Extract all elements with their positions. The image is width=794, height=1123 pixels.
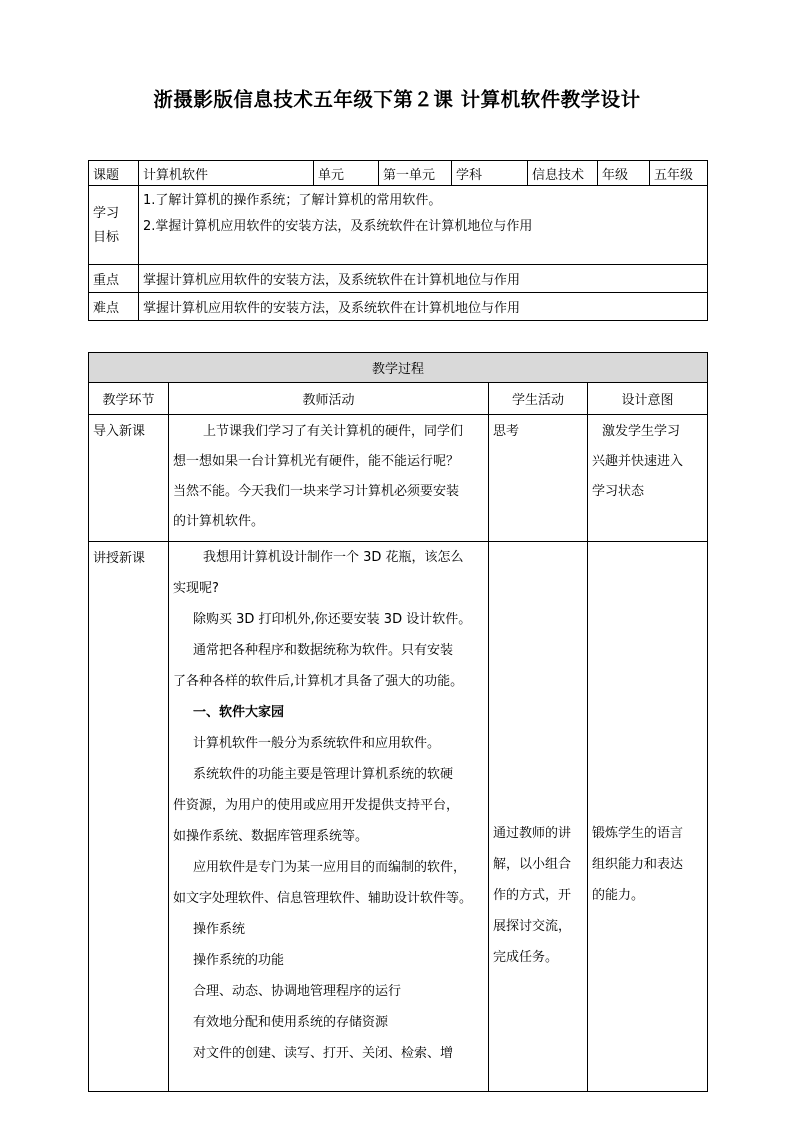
unit-label: 单元 xyxy=(314,161,379,186)
teacher-line: 对文件的创建、读写、打开、关闭、检索、增 xyxy=(193,1046,454,1061)
intent-line: 组织能力和表达 xyxy=(592,857,684,872)
difficulty-label: 难点 xyxy=(89,293,139,321)
teacher-line: 的计算机软件。 xyxy=(173,514,265,529)
teacher-line: 实现呢? xyxy=(173,581,219,596)
difficulty-text: 掌握计算机应用软件的安装方法，及系统软件在计算机地位与作用 xyxy=(139,293,708,321)
student-activity-cell: 思考 xyxy=(489,415,588,542)
student-line: 展探讨交流， xyxy=(493,919,572,934)
stage-cell: 讲授新课 xyxy=(89,542,169,1092)
intent-line: 的能力。 xyxy=(592,888,645,903)
teacher-line: 如操作系统、数据库管理系统等。 xyxy=(173,829,369,844)
table-row xyxy=(89,542,708,1092)
teacher-line: 件资源，为用户的使用或应用开发提供支持平台， xyxy=(173,798,460,813)
teaching-process-table xyxy=(88,352,708,1092)
intent-line: 兴趣并快速进入 xyxy=(592,454,684,469)
teacher-line: 系统软件的功能主要是管理计算机系统的软硬 xyxy=(193,767,454,782)
teacher-line: 当然不能。今天我们一块来学习计算机必须要安装 xyxy=(173,484,460,499)
col-stage-header: 教学环节 xyxy=(89,383,169,415)
key-point-text: 掌握计算机应用软件的安装方法，及系统软件在计算机地位与作用 xyxy=(139,265,708,293)
col-intent-header: 设计意图 xyxy=(588,383,708,415)
teacher-line: 我想用计算机设计制作一个 3D 花瓶，该怎么 xyxy=(203,550,464,565)
student-line: 完成任务。 xyxy=(493,950,559,965)
table-row xyxy=(89,415,708,542)
objectives-content xyxy=(139,186,708,265)
teacher-line: 了各种各样的软件后,计算机才具备了强大的功能。 xyxy=(173,674,464,689)
objectives-label-line1: 学习 xyxy=(93,206,120,221)
grade-label: 年级 xyxy=(598,161,650,186)
teacher-activity-cell xyxy=(169,542,489,1092)
teacher-line: 上节课我们学习了有关计算机的硬件，同学们 xyxy=(203,424,464,439)
topic-value: 计算机软件 xyxy=(139,161,314,186)
objectives-label-line2: 目标 xyxy=(93,230,120,245)
col-teacher-header: 教师活动 xyxy=(169,383,489,415)
student-line: 通过教师的讲 xyxy=(493,826,572,841)
student-line: 解，以小组合 xyxy=(493,857,572,872)
teacher-line: 通常把各种程序和数据统称为软件。只有安装 xyxy=(193,643,454,658)
objective-line: 2.掌握计算机应用软件的安装方法，及系统软件在计算机地位与作用 xyxy=(143,219,533,234)
process-header: 教学过程 xyxy=(89,353,708,383)
subject-value: 信息技术 xyxy=(528,161,598,186)
key-point-label: 重点 xyxy=(89,265,139,293)
page-title: 浙摄影版信息技术五年级下第２课 计算机软件教学设计 xyxy=(153,88,641,111)
teacher-activity-cell xyxy=(169,415,489,542)
teacher-line: 应用软件是专门为某一应用目的而编制的软件， xyxy=(193,860,467,875)
objectives-label xyxy=(89,186,139,265)
teacher-line: 合理、动态、协调地管理程序的运行 xyxy=(193,984,402,999)
design-intent-cell xyxy=(588,542,708,1092)
col-student-header: 学生活动 xyxy=(489,383,588,415)
unit-value: 第一单元 xyxy=(379,161,452,186)
topic-label: 课题 xyxy=(89,161,139,186)
teacher-line: 操作系统 xyxy=(193,922,246,937)
stage-cell: 导入新课 xyxy=(89,415,169,542)
section-heading: 一、软件大家园 xyxy=(193,705,285,720)
student-line: 作的方式，开 xyxy=(493,888,572,903)
intent-line: 学习状态 xyxy=(592,484,645,499)
subject-label: 学科 xyxy=(452,161,528,186)
teacher-line: 操作系统的功能 xyxy=(193,953,285,968)
grade-value: 五年级 xyxy=(650,161,708,186)
student-activity-cell xyxy=(489,542,588,1092)
teacher-line: 有效地分配和使用系统的存储资源 xyxy=(193,1015,389,1030)
teacher-line: 计算机软件一般分为系统软件和应用软件。 xyxy=(193,736,441,751)
design-intent-cell xyxy=(588,415,708,542)
objective-line: 1.了解计算机的操作系统；了解计算机的常用软件。 xyxy=(143,193,442,208)
teacher-line: 想一想如果一台计算机光有硬件，能不能运行呢？ xyxy=(173,454,460,469)
lesson-info-table xyxy=(88,160,708,321)
teacher-line: 如文字处理软件、信息管理软件、辅助设计软件等。 xyxy=(173,891,473,906)
intent-line: 锻炼学生的语言 xyxy=(592,826,684,841)
intent-line: 激发学生学习 xyxy=(602,424,681,439)
teacher-line: 除购买 3D 打印机外,你还要安装 3D 设计软件。 xyxy=(193,612,472,627)
